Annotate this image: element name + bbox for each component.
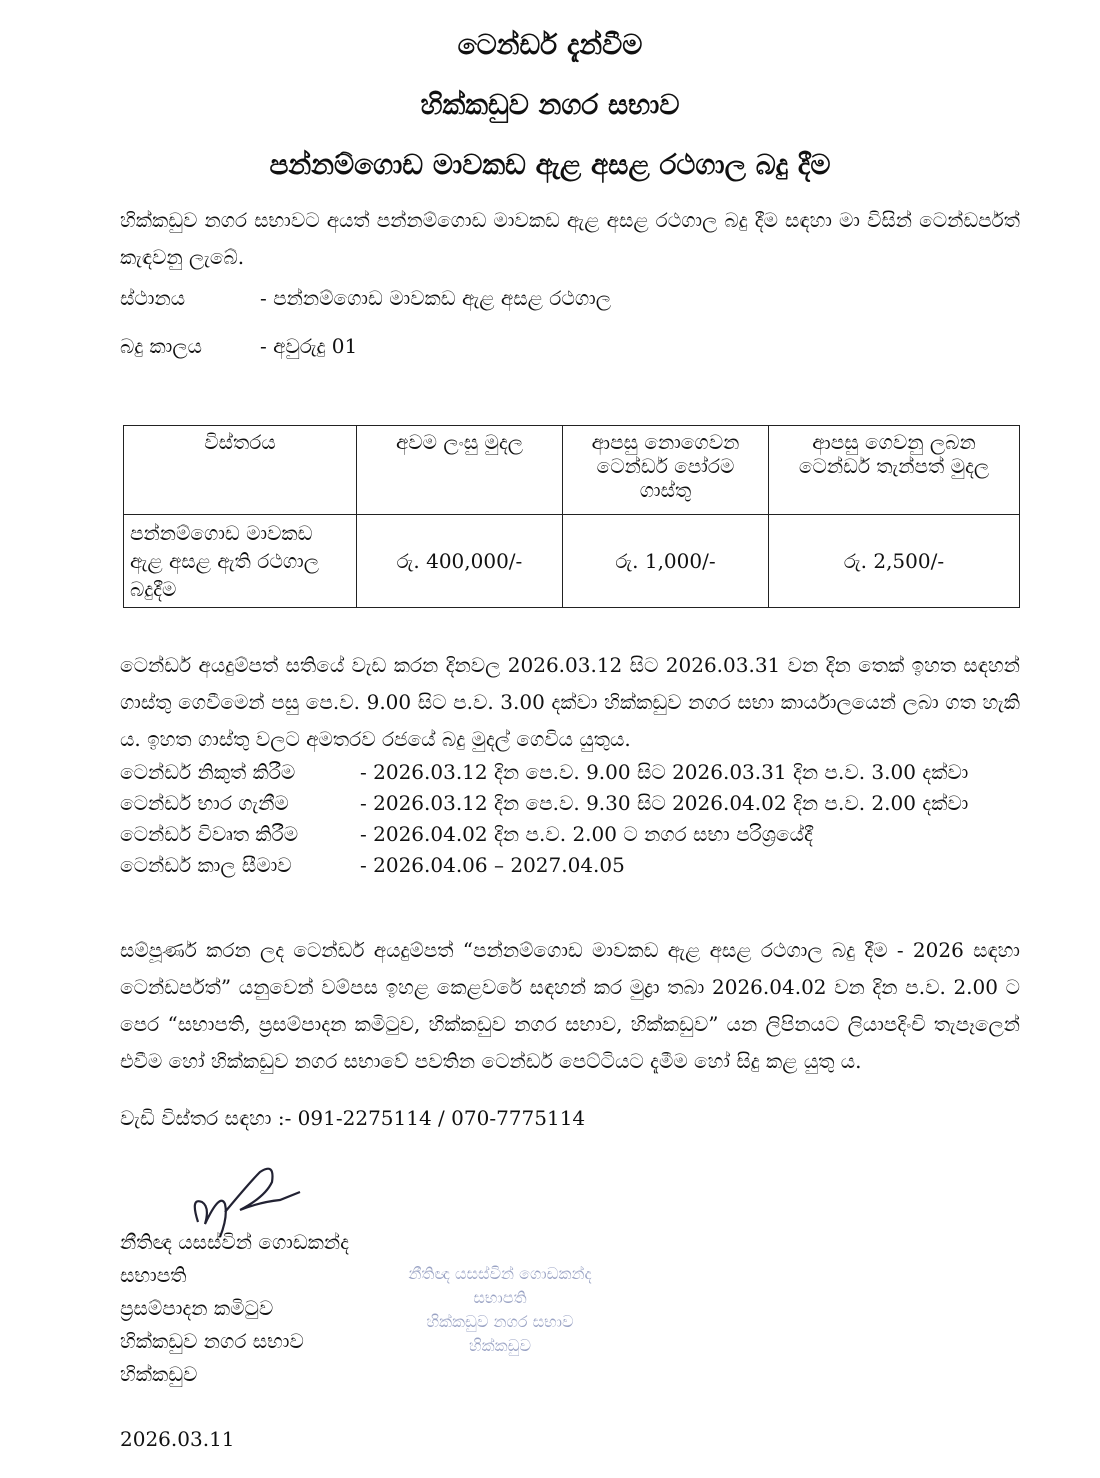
table-cell: රු. 2,500/- <box>769 515 1020 608</box>
contact-info: වැඩි විස්තර සඳහා :- 091-2275114 / 070-7775114 <box>120 1106 586 1130</box>
official-stamp <box>350 1262 650 1358</box>
tender-fees-table <box>123 425 1020 608</box>
signatory-organization: හික්කඩුව නගර සභාව <box>120 1329 304 1353</box>
schedule-value: - 2026.04.06 – 2027.04.05 <box>360 853 625 877</box>
notice-subject: පන්නම්ගොඩ මාවකඩ ඇළ අසළ රථගාල බදු දීම <box>269 148 831 181</box>
stamp-line: නීතිඥ යසස්වින් ගොඩකන්ද <box>408 1264 592 1283</box>
signatory-town: හික්කඩුව <box>120 1362 198 1386</box>
table-cell: පන්නම්ගොඩ මාවකඩ ඇළ අසළ ඇති රථගාල බදුදීම <box>124 515 357 608</box>
schedule-label: ටෙන්ඩර් කාල සීමාව <box>120 853 292 877</box>
schedule-row <box>120 791 968 815</box>
schedule-row <box>120 853 625 877</box>
detail-label: බදු කාලය <box>120 334 202 358</box>
schedule-label: ටෙන්ඩර් නිකුත් කිරීම <box>120 760 296 784</box>
stamp-line: සභාපති <box>473 1288 527 1307</box>
submission-paragraph: සම්පූර්ණ කරන ලද ටෙන්ඩර් අයදුම්පත් “පන්නම්ගොඩ මාවකඩ ඇළ අසළ රථගාල බදු දීම - 2026 සඳහා ටෙන්ඩර්පත්” යනුවෙන් වම්පස ඉහළ කෙළවරේ සඳහන් කර මුද්‍රා තබා 2026.04.02 වන දින ප.ව. 2.00 ට පෙර “සභාපති, ප්‍රසම්පාදන කමිටුව, හික්කඩුව නගර සභාව, හික්කඩුව” යන ලිපිනයට ලියාපදිංචි තැපෑලෙන් එවීම හෝ හික්කඩුව නගර සභාවේ පවතින ටෙන්ඩර් පෙට්ටියට දැමීම හෝ සිදු කළ යුතු ය. <box>120 938 1020 1073</box>
signatory-name: නීතිඥ යසස්වින් ගොඩකන්ද <box>120 1230 350 1254</box>
table-cell: රු. 400,000/- <box>357 515 563 608</box>
schedule-label: ටෙන්ඩර් විවෘත කිරීම <box>120 822 299 846</box>
column-header: අවම ලංසු මුදල <box>357 426 563 515</box>
signatory-title: සභාපති <box>120 1263 187 1287</box>
detail-value: - අවුරුදු 01 <box>260 334 358 358</box>
table-cell: රු. 1,000/- <box>563 515 769 608</box>
table-row <box>124 515 1020 608</box>
organization-name: හික්කඩුව නගර සභාව <box>420 88 680 121</box>
schedule-value: - 2026.03.12 දින පෙ.ව. 9.30 සිට 2026.04.02 දින ප.ව. 2.00 දක්වා <box>360 791 969 815</box>
column-header: විස්තරය <box>124 426 357 515</box>
detail-lease-period <box>120 334 357 358</box>
notice-date: 2026.03.11 <box>120 1427 235 1451</box>
availability-paragraph: ටෙන්ඩර් අයදුම්පත් සතියේ වැඩ කරන දිනවල 2026.03.12 සිට 2026.03.31 වන දින තෙක් ඉහත සඳහන් ගාස්තු ගෙවීමෙන් පසු පෙ.ව. 9.00 සිට ප.ව. 3.00 දක්වා හික්කඩුව නගර සභා කාර්යාලයෙන් ලබා ගත හැකි ය. ඉහත ගාස්තු වලට අමතරව රජයේ බදු මුදල් ගෙවිය යුතුය. <box>120 653 1020 751</box>
table-header-row <box>124 426 1020 515</box>
detail-location <box>120 286 611 310</box>
schedule-label: ටෙන්ඩර් භාර ගැනීම <box>120 791 289 815</box>
stamp-line: හික්කඩුව <box>469 1336 531 1355</box>
column-header: ආපසු ගෙවනු ලබන ටෙන්ඩර් තැන්පත් මුදල <box>769 426 1020 515</box>
signatory-committee: ප්‍රසම්පාදන කමිටුව <box>120 1296 274 1320</box>
schedule-row <box>120 822 813 846</box>
detail-label: ස්ථානය <box>120 286 186 310</box>
stamp-line: හික්කඩුව නගර සභාව <box>426 1312 574 1331</box>
detail-value: - පන්නම්ගොඩ මාවකඩ ඇළ අසළ රථගාල <box>260 286 612 310</box>
intro-paragraph: හික්කඩුව නගර සභාවට අයත් පන්නම්ගොඩ මාවකඩ ඇළ අසළ රථගාල බදු දීම සඳහා මා විසින් ටෙන්ඩර්පත් කැඳවනු ලැබේ. <box>120 208 1020 269</box>
column-header: ආපසු නොගෙවන ටෙන්ඩර් පෝරම ගාස්තු <box>563 426 769 515</box>
schedule-value: - 2026.03.12 දින පෙ.ව. 9.00 සිට 2026.03.31 දින ප.ව. 3.00 දක්වා <box>360 760 969 784</box>
notice-title: ටෙන්ඩර් දැන්වීම <box>457 28 643 61</box>
schedule-row <box>120 760 968 784</box>
schedule-value: - 2026.04.02 දින ප.ව. 2.00 ට නගර සභා පරිශ්‍රයේදී <box>360 822 813 846</box>
